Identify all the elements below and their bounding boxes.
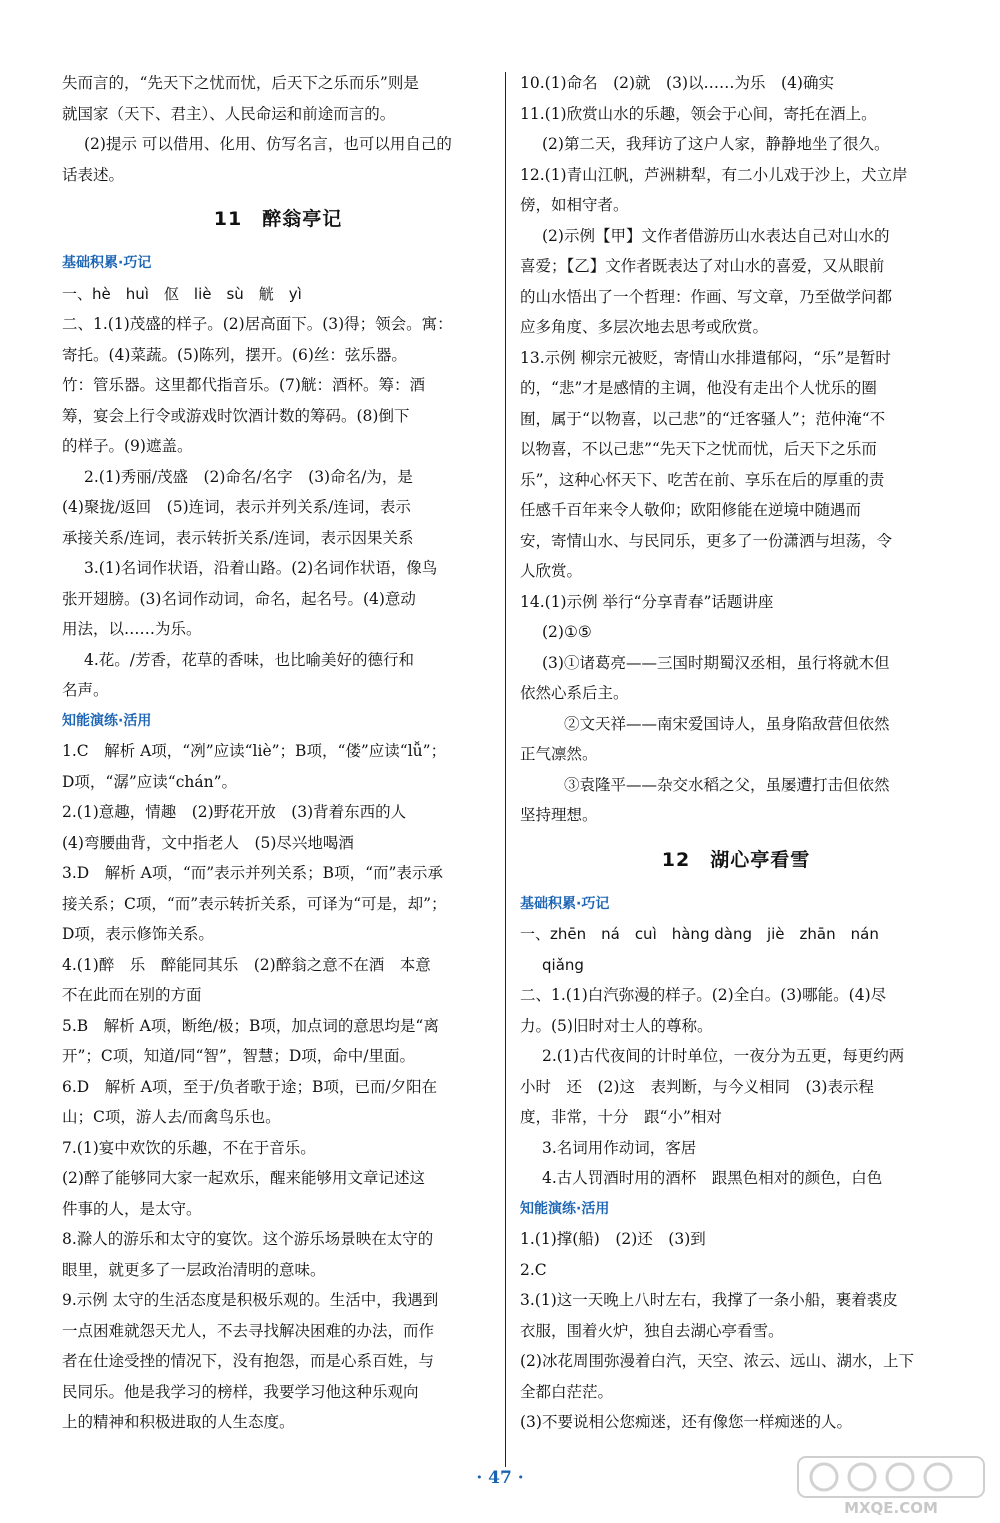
answer-line: 6.D 解析 A项，至于/负者歌于途；B项，已而/夕阳在	[62, 1077, 438, 1096]
answer-line: 3.(1)这一天晚上八时左右，我撑了一条小船，裹着裘皮	[520, 1291, 898, 1309]
answer-line: 8.滁人的游乐和太守的宴饮。这个游乐场景映在太守的	[62, 1230, 434, 1248]
answer-line: D项，表示修饰关系。	[62, 925, 214, 943]
answer-line: 一点困难就怨天尤人，不去寻找解决困难的办法，而作	[62, 1321, 435, 1340]
answer-line: 4.(1)醉 乐 醉能同其乐 (2)醉翁之意不在酒 本意	[62, 955, 431, 974]
answer-line: 3.名词用作动词，客居	[542, 1138, 697, 1157]
answer-line: (2)示例【甲】文作者借游历山水表达自己对山水的	[542, 226, 890, 245]
answer-line: 名声。	[62, 681, 109, 699]
section-heading: 基础积累·巧记	[520, 895, 610, 912]
answer-line: (2)醉了能够同大家一起欢乐，醒来能够用文章记述这	[62, 1169, 425, 1187]
answer-line: 话表述。	[62, 165, 125, 184]
answer-line: (3)不要说相公您痴迷，还有像您一样痴迷的人。	[520, 1413, 852, 1431]
section-heading: 知能演练·活用	[520, 1200, 610, 1217]
answer-line: 的，“悲”才是感情的主调，他没有走出个人忧乐的圈	[520, 379, 877, 397]
answer-line: 14.(1)示例 举行“分享青春”话题讲座	[520, 592, 774, 611]
right-column	[520, 68, 952, 1438]
answer-line: 二、1.(1)茂盛的样子。(2)居高面下。(3)得；领会。寓：	[62, 315, 453, 333]
left-column	[62, 68, 494, 1438]
pinyin-answers: 一、hè huì 伛 liè sù 觥 yì	[62, 284, 302, 303]
answer-line: 者在仕途受挫的情况下，没有抱怨，而是心系百姓，与	[62, 1352, 435, 1370]
answer-line: (4)聚拢/返回 (5)连词，表示并列关系/连词，表示	[62, 498, 411, 516]
lesson-title-12: 12 湖心亭看雪	[661, 848, 811, 871]
answer-line: 寄托。(4)菜蔬。(5)陈列，摆开。(6)丝：弦乐器。	[62, 345, 407, 364]
answer-line: 坚持理想。	[520, 806, 598, 824]
answer-line: 1.(1)撑(船) (2)还 (3)到	[520, 1230, 706, 1248]
column-divider	[505, 72, 506, 1467]
answer-line: 傍，如相守者。	[520, 196, 629, 214]
answer-line: 4.花。/芳香，花草的香味，也比喻美好的德行和	[84, 650, 415, 669]
answer-line: 张开翅膀。(3)名词作动词，命名，起名号。(4)意动	[62, 589, 416, 608]
answer-line: 11.(1)欣赏山水的乐趣，领会于心间，寄托在酒上。	[520, 104, 877, 123]
answer-line: 13.示例 柳宗元被贬，寄情山水排遣郁闷，“乐”是暂时	[520, 348, 891, 367]
answer-line: (3)①诸葛亮——三国时期蜀汉丞相，虽行将就木但	[542, 653, 890, 672]
answer-line: (2)提示 可以借用、化用、仿写名言，也可以用自己的	[84, 135, 452, 153]
answer-line: 10.(1)命名 (2)就 (3)以……为乐 (4)确实	[520, 74, 834, 92]
answer-line: 眼里，就更多了一层政治清明的意味。	[62, 1260, 326, 1279]
section-heading: 知能演练·活用	[62, 712, 152, 729]
answer-line: 件事的人，是太守。	[62, 1199, 202, 1218]
answer-line: 的样子。(9)遮盖。	[62, 437, 193, 455]
answer-line: 筹，宴会上行令或游戏时饮酒计数的筹码。(8)倒下	[62, 406, 410, 425]
answer-line: 开”；C项，知道/同“智”，智慧；D项，命中/里面。	[62, 1047, 416, 1065]
answer-line: 全都白茫茫。	[520, 1382, 614, 1401]
answer-line: 安，寄情山水、与民同乐，更多了一份潇洒与坦荡，令	[520, 531, 893, 550]
answer-line: 喜爱；【乙】文作者既表达了对山水的喜爱，又从眼前	[520, 257, 885, 275]
answer-line: 小时 还 (2)这 表判断，与今义相同 (3)表示程	[520, 1077, 874, 1096]
watermark-text: MXQE.COM	[844, 1499, 938, 1517]
answer-line: 2.C	[520, 1260, 547, 1279]
answer-line: 上的精神和积极进取的人生态度。	[62, 1413, 295, 1431]
answer-line: 承接关系/连词，表示转折关系/连词，表示因果关系	[62, 528, 414, 547]
answer-line: 力。(5)旧时对士人的尊称。	[520, 1016, 713, 1035]
answer-line: 12.(1)青山江帆，芦洲耕犁，有二小儿戏于沙上，犬立岸	[520, 165, 908, 184]
answer-line: 3.D 解析 A项，“而”表示并列关系；B项，“而”表示承	[62, 864, 443, 882]
answer-line: 就国家（天下、君主）、人民命运和前途而言的。	[62, 104, 396, 123]
answer-line: 用法，以……为乐。	[62, 620, 202, 638]
answer-line: D项，“潺”应读“chán”。	[62, 772, 238, 791]
lesson-title-11: 11 醉翁亭记	[213, 208, 343, 230]
answer-line: 5.B 解析 A项，断绝/极；B项，加点词的意思均是“离	[62, 1016, 439, 1035]
answer-line: 囿，属于“以物喜，以己悲”的“迁客骚人”；范仲淹“不	[520, 409, 886, 428]
answer-line: ②文天祥——南宋爱国诗人，虽身陷敌营但依然	[564, 714, 890, 733]
answer-line: 9.示例 太守的生活态度是积极乐观的。生活中，我遇到	[62, 1291, 439, 1309]
answer-line: (2)①⑤	[542, 623, 592, 641]
answer-line: 人欣赏。	[520, 562, 583, 580]
answer-line: 乐”，这种心怀天下、吃苦在前、享乐在后的厚重的责	[520, 470, 885, 489]
section-heading: 基础积累·巧记	[62, 255, 152, 271]
page-number: · 47 ·	[476, 1468, 524, 1488]
answer-line: 任感千百年来令人敬仰；欧阳修能在逆境中随遇而	[520, 501, 862, 519]
answer-line: 不在此而在别的方面	[62, 986, 202, 1004]
answer-line: ③袁隆平——杂交水稻之父，虽屡遭打击但依然	[564, 775, 890, 794]
answer-line: 二、1.(1)白汽弥漫的样子。(2)全白。(3)哪能。(4)尽	[520, 986, 887, 1004]
answer-line: 4.古人罚酒时用的酒杯 跟黑色相对的颜色，白色	[542, 1169, 883, 1187]
answer-line: (4)弯腰曲背，文中指老人 (5)尽兴地喝酒	[62, 833, 354, 852]
answer-line: 失而言的，“先天下之忧而忧，后天下之乐而乐”则是	[62, 74, 419, 92]
answer-line: 2.(1)意趣，情趣 (2)野花开放 (3)背着东西的人	[62, 803, 407, 821]
answer-line: 衣服，围着火炉，独自去湖心亭看雪。	[520, 1321, 784, 1340]
answer-line: 应多角度、多层次地去思考或欣赏。	[520, 318, 769, 336]
watermark-logo	[796, 1455, 986, 1517]
answer-line: 度，非常，十分 跟“小”相对	[520, 1108, 722, 1126]
answer-line: 以物喜，不以己悲”“先天下之忧而忧，后天下之乐而	[520, 440, 877, 458]
pinyin-answers: 一、zhēn ná cuì hàng dàng jiè zhān nán	[520, 925, 879, 943]
answer-line: 接关系；C项，“而”表示转折关系，可译为“可是，却”；	[62, 894, 447, 913]
answer-line: 7.(1)宴中欢饮的乐趣，不在于音乐。	[62, 1138, 316, 1157]
answer-line: 山；C项，游人去/而禽鸟乐也。	[62, 1108, 281, 1126]
answer-line: 正气凛然。	[520, 745, 598, 763]
answer-line: 2.(1)古代夜间的计时单位，一夜分为五更，每更约两	[542, 1047, 905, 1065]
answer-line: 3.(1)名词作状语，沿着山路。(2)名词作状语，像鸟	[84, 559, 438, 577]
answer-line: 1.C 解析 A项，“冽”应读“liè”；B项，“偻”应读“lǚ”；	[62, 742, 447, 760]
answer-line: 的山水悟出了一个哲理：作画、写文章，乃至做学问都	[520, 287, 893, 306]
answer-line: 2.(1)秀丽/茂盛 (2)命名/名字 (3)命名/为，是	[84, 467, 413, 486]
answer-line: 竹：管乐器。这里都代指音乐。(7)觥：酒杯。筹：酒	[62, 376, 425, 394]
answer-line: (2)冰花周围弥漫着白汽，天空、浓云、远山、湖水，上下	[520, 1352, 914, 1370]
pinyin-answers: qiǎng	[542, 955, 584, 974]
answer-line: 依然心系后主。	[520, 684, 629, 702]
answer-line: 民同乐。他是我学习的榜样，我要学习他这种乐观向	[62, 1382, 419, 1401]
answer-line: (2)第二天，我拜访了这户人家，静静地坐了很久。	[542, 135, 890, 153]
